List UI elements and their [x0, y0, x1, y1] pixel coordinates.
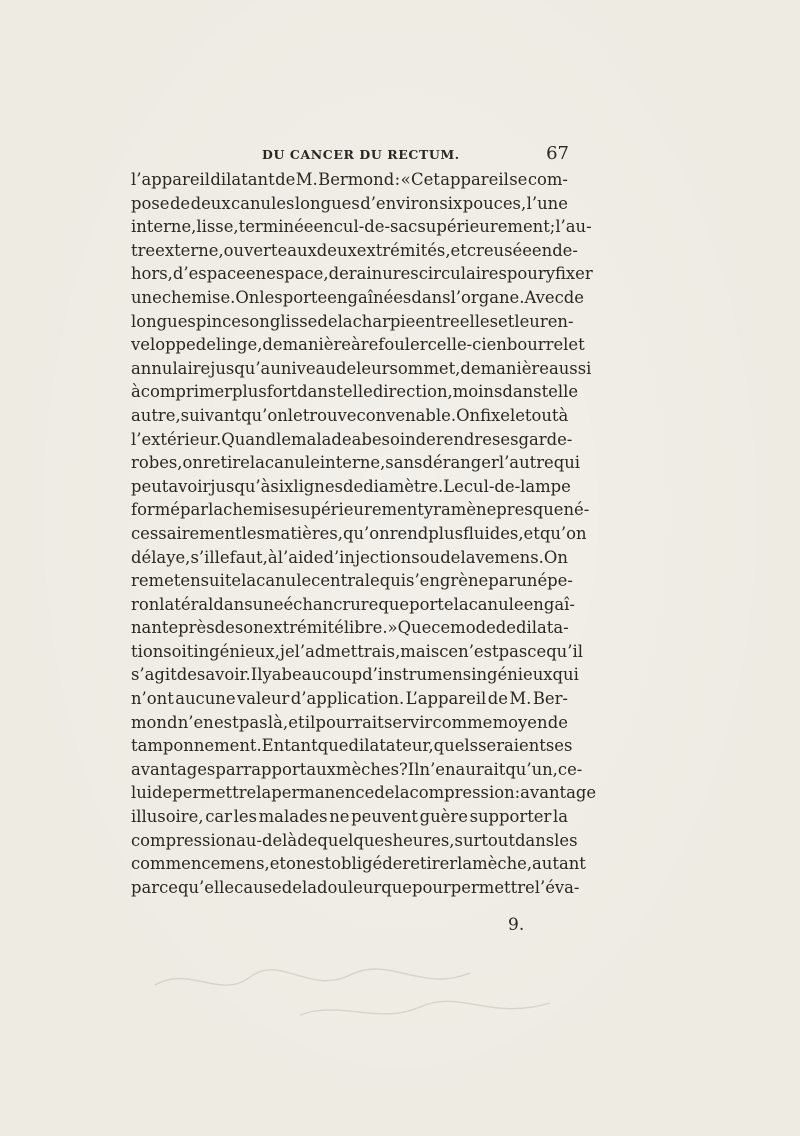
text-line: robes, on retire la canule interne, sans déranger l’autre qui	[131, 453, 581, 473]
text-line: tion soit ingénieux, je l’admettrais, mais ce n’est pas ce qu’il	[131, 641, 583, 661]
text-line: l’extérieur. Quand le malade a besoin de rendre ses garde-	[131, 429, 573, 449]
text-line: n’ont aucune valeur d’application. L’appareil de M. Ber-	[131, 689, 568, 709]
text-line: formé par la chemise supérieurement y ramène presque né-	[131, 500, 590, 520]
text-line: interne, lisse, terminée en cul-de-sac supérieurement; l’au-	[131, 217, 592, 237]
faint-pencil-annotation	[150, 955, 570, 1035]
text-line: commencemens, et on est obligé de retirer la mèche, autant	[131, 854, 586, 874]
text-line: compression au-delà de quelques heures, surtout dans les	[131, 830, 578, 850]
text-line: s’agit de savoir. Il y a beaucoup d’instrumens ingénieux qui	[131, 665, 579, 685]
text-line: peut avoir jusqu’à six lignes de diamètre. Le cul-de-lampe	[131, 476, 571, 496]
signature-mark: 9.	[508, 915, 525, 935]
text-line: nante près de son extrémité libre. » Que ce mode de dilata-	[131, 618, 569, 638]
text-line: veloppe de linge, de manière à refouler celle-ci en bourrelet	[131, 335, 585, 355]
running-title: DU CANCER DU RECTUM.	[262, 147, 460, 162]
text-line: une chemise. On les porte engaînées dans l’organe. Avec de	[131, 287, 584, 307]
text-line: avantages par rapport aux mèches? Il n’en aurait qu’un, ce-	[131, 759, 583, 779]
text-line: lui de permettre la permanence de la compression : avantage	[131, 783, 597, 803]
text-line: tre externe, ouverte aux deux extrémités, et creusée en de-	[131, 240, 578, 260]
text-line: pose de deux canules longues d’environ six pouces, l’une	[131, 193, 568, 213]
text-line: parce qu’elle cause de la douleur que pour permettre l’éva-	[131, 877, 580, 897]
text-line: mond n’en est pas là, et il pourrait servir comme moyen de	[131, 712, 568, 732]
page-header	[262, 143, 569, 167]
text-line: autre, suivant qu’on le trouve convenable. On fixe le tout à	[131, 405, 569, 425]
text-line: cessairement les matières, qu’on rend plus fluides, et qu’on	[131, 523, 587, 543]
text-line: remet ensuite la canule centrale qui s’engrène par un épe-	[131, 571, 573, 591]
text-line: annulaire jusqu’au niveau de leur sommet, de manière aussi	[131, 358, 592, 378]
text-line: à comprimer plus fort dans telle direction, moins dans telle	[131, 382, 579, 402]
body-text	[131, 168, 597, 899]
text-line: délaye, s’il le faut, à l’aide d’injections ou de lavemens. On	[131, 547, 568, 567]
text-line: ron latéral dans une échancrure que porte la canule engaî-	[131, 594, 575, 614]
text-line: longues pinces on glisse de la charpie entre elles et leur en-	[131, 311, 574, 331]
text-line: hors, d’espace en espace, de rainures circulaires pour y fixer	[131, 264, 593, 284]
text-line: l’appareil dilatant de M. Bermond : « Cet appareil se com-	[131, 170, 568, 189]
page-number: 67	[546, 143, 569, 164]
text-line: illusoire, car les malades ne peuvent guère supporter la	[131, 807, 568, 827]
text-line: tamponnement. En tant que dilatateur, quels seraient ses	[131, 736, 573, 756]
